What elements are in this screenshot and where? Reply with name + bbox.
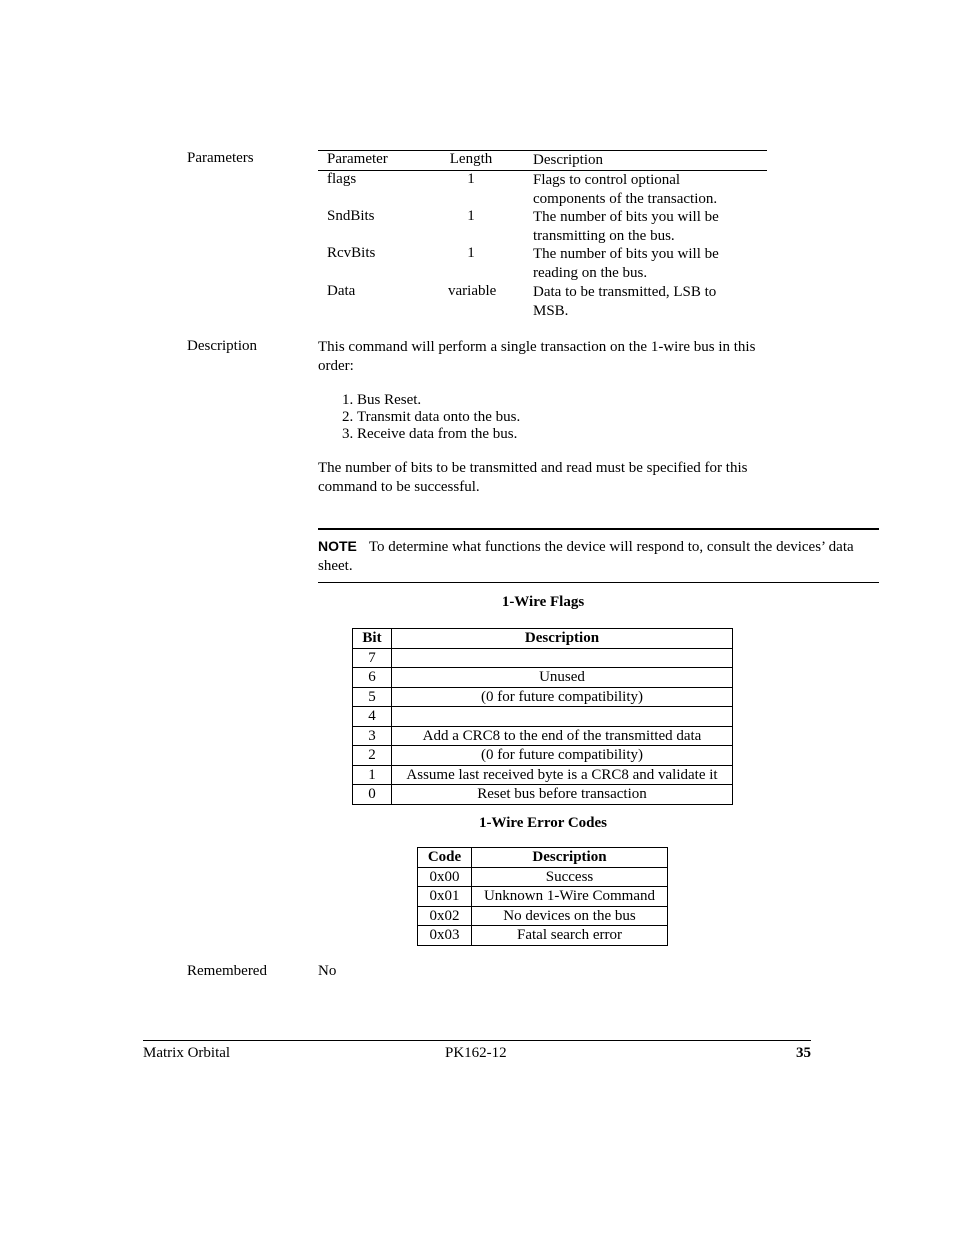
table-row — [353, 687, 733, 707]
table-row — [353, 726, 733, 746]
desc-cell: Success — [472, 867, 668, 887]
param-desc: Flags to control optional components of the transaction. — [533, 172, 718, 207]
table-row — [318, 245, 767, 283]
param-length: 1 — [467, 208, 475, 224]
table-row — [318, 171, 767, 208]
table-row — [353, 668, 733, 688]
list-item: 1. Bus Reset. — [357, 392, 520, 409]
desc-cell: Fatal search error — [472, 926, 668, 946]
errors-caption: 1-Wire Error Codes — [478, 815, 608, 831]
description-intro: This command will perform a single transaction on the 1-wire bus in this order: — [318, 339, 756, 374]
table-row — [418, 926, 668, 946]
steps-list — [318, 392, 520, 443]
header-parameter: Parameter — [327, 151, 388, 167]
desc-cell: (0 for future compatibility) — [392, 746, 733, 766]
bit-cell: 5 — [353, 687, 392, 707]
code-cell: 0x01 — [418, 887, 472, 907]
table-header-row — [353, 629, 733, 649]
header-bit: Bit — [353, 629, 392, 649]
param-length: 1 — [467, 171, 475, 187]
bit-cell: 2 — [353, 746, 392, 766]
table-row — [353, 648, 733, 668]
desc-cell: No devices on the bus — [472, 906, 668, 926]
note-label: NOTE — [318, 538, 357, 554]
description-label: Description — [187, 338, 257, 354]
footer-rule — [143, 1040, 811, 1041]
header-length: Length — [449, 151, 493, 167]
param-name: flags — [327, 171, 357, 187]
table-row — [418, 867, 668, 887]
param-desc: The number of bits you will be reading on the bus. — [533, 246, 719, 281]
footer-model: PK162-12 — [445, 1045, 507, 1061]
code-cell: 0x00 — [418, 867, 472, 887]
table-row — [418, 906, 668, 926]
bit-cell: 7 — [353, 648, 392, 668]
remembered-label: Remembered — [187, 963, 267, 979]
desc-cell: Reset bus before transaction — [392, 785, 733, 805]
param-length: 1 — [467, 245, 475, 261]
header-description: Description — [472, 848, 668, 868]
bit-cell: 4 — [353, 707, 392, 727]
flags-table — [352, 628, 733, 805]
table-row — [318, 283, 767, 320]
table-row — [353, 765, 733, 785]
param-name: RcvBits — [327, 245, 376, 261]
desc-cell — [392, 648, 733, 668]
param-desc: Data to be transmitted, LSB to MSB. — [533, 284, 717, 319]
list-item: 3. Receive data from the bus. — [357, 426, 520, 443]
page-number: 35 — [796, 1045, 811, 1061]
flags-caption: 1-Wire Flags — [501, 594, 585, 610]
param-name: Data — [327, 283, 356, 299]
table-row — [353, 746, 733, 766]
desc-cell — [392, 707, 733, 727]
header-description: Description — [392, 629, 733, 649]
header-description: Description — [533, 152, 603, 168]
table-row — [318, 208, 767, 245]
list-item: 2. Transmit data onto the bus. — [357, 409, 520, 426]
header-code: Code — [418, 848, 472, 868]
bit-cell: 0 — [353, 785, 392, 805]
bit-cell: 3 — [353, 726, 392, 746]
parameters-label: Parameters — [187, 150, 254, 166]
parameters-table — [318, 150, 767, 320]
note-box — [318, 528, 879, 583]
parameters-header — [318, 150, 767, 171]
table-header-row — [418, 848, 668, 868]
desc-cell: Add a CRC8 to the end of the transmitted data — [392, 726, 733, 746]
param-name: SndBits — [327, 208, 375, 224]
desc-cell: Unknown 1-Wire Command — [472, 887, 668, 907]
param-desc: The number of bits you will be transmitting on the bus. — [533, 209, 719, 244]
table-row — [353, 707, 733, 727]
errors-table — [417, 847, 668, 946]
code-cell: 0x02 — [418, 906, 472, 926]
desc-cell: Assume last received byte is a CRC8 and validate it — [392, 765, 733, 785]
table-row — [353, 785, 733, 805]
footer-company: Matrix Orbital — [143, 1045, 231, 1061]
bit-cell: 6 — [353, 668, 392, 688]
desc-cell: (0 for future compatibility) — [392, 687, 733, 707]
description-outro: The number of bits to be transmitted and read must be specified for this command to be successful. — [318, 460, 748, 495]
table-row — [418, 887, 668, 907]
code-cell: 0x03 — [418, 926, 472, 946]
note-text: To determine what functions the device will respond to, consult the devices’ data sheet. — [318, 539, 854, 574]
remembered-value: No — [318, 963, 337, 979]
bit-cell: 1 — [353, 765, 392, 785]
desc-cell: Unused — [392, 668, 733, 688]
param-length: variable — [448, 283, 497, 299]
